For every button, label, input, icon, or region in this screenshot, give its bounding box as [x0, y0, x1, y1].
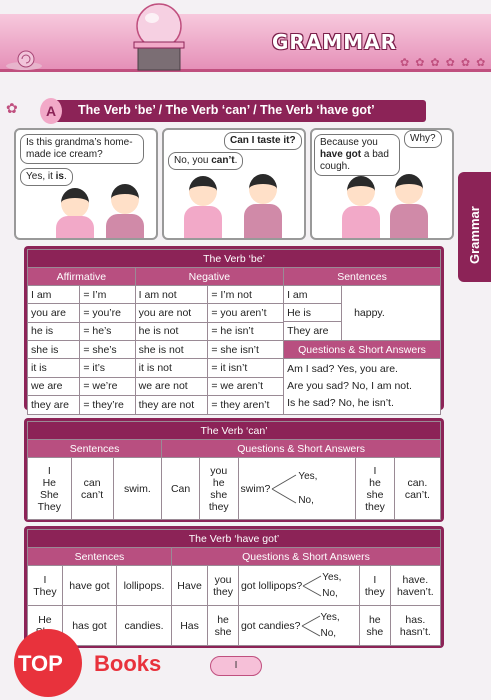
table-cell: = you aren’t [208, 304, 284, 322]
table-title: The Verb ‘have got’ [28, 530, 441, 548]
table-cell: = it isn’t [208, 359, 284, 378]
answer-word: Yes, [298, 470, 318, 482]
question-cell [238, 606, 359, 646]
bubble-text: . [64, 171, 67, 182]
page-title: GRAMMAR [272, 30, 397, 54]
answer-forms-cell [390, 566, 440, 606]
verb-form: can [83, 476, 101, 489]
subject: they [208, 500, 229, 513]
answer-word: Yes, [320, 611, 340, 623]
sentence-adjective: happy. [354, 307, 385, 319]
subject: I [43, 573, 47, 586]
qa-line: Am I sad? Yes, you are. [287, 363, 398, 375]
column-header: Sentences [28, 440, 162, 458]
column-header: Sentences [284, 268, 441, 286]
table-cell: they are [28, 396, 80, 415]
speech-bubble [20, 134, 144, 164]
table-cell: = he’s [80, 322, 135, 340]
question-rest: got candies? [240, 619, 301, 632]
subject: She [39, 488, 59, 501]
snail-icon [4, 48, 44, 70]
branch-icon [302, 571, 322, 601]
table-cell: she is not [135, 341, 208, 359]
table-cell: I am not [135, 286, 208, 304]
comic-panel-3 [310, 128, 454, 240]
subjects-cell [28, 458, 72, 520]
object-cell: lollipops. [117, 566, 172, 606]
comic-panel-1 [14, 128, 158, 240]
question-word: Has [171, 606, 207, 646]
subject: she [210, 488, 228, 501]
can-table [27, 421, 441, 520]
page-number: I [210, 656, 262, 676]
subject: I [373, 464, 377, 477]
subject: you [214, 573, 232, 586]
verb-form: can’t [80, 488, 104, 501]
qa-line: Is he sad? No, he isn’t. [287, 397, 394, 409]
table-cell: = they’re [80, 396, 135, 415]
topbooks-logo [0, 627, 200, 697]
sentence-subject: I am [284, 286, 341, 304]
answer-word: No, [320, 627, 337, 639]
subject: He [38, 613, 52, 626]
subject: she [214, 625, 232, 638]
table-cell: she is [28, 341, 80, 359]
table-cell: = it’s [80, 359, 135, 378]
subject: you [210, 464, 228, 477]
column-header: Negative [135, 268, 283, 286]
side-tab-label: Grammar [467, 206, 482, 264]
branch-icon [301, 611, 321, 641]
verb-form: has. [405, 613, 426, 626]
bubble-text: Because you [320, 137, 378, 148]
question-rest: got lollipops? [240, 579, 303, 592]
bubble-bold-text: Can I taste it? [230, 135, 296, 146]
subject: she [366, 625, 384, 638]
question-answer-cell [238, 458, 356, 520]
subject: they [364, 585, 385, 598]
answer-subjects-cell [359, 606, 390, 646]
table-row [28, 458, 441, 520]
branch-icon [270, 469, 298, 509]
question-subjects-cell [208, 606, 239, 646]
answer-forms-cell [390, 606, 440, 646]
table-row [28, 566, 441, 606]
subjects-cell [28, 566, 63, 606]
sentence-subject: They are [287, 325, 329, 337]
table-cell: = you’re [80, 304, 135, 322]
subject: They [33, 585, 57, 598]
bubble-text: . [234, 155, 238, 166]
speech-bubble [314, 134, 400, 176]
verb-form: hasn’t. [399, 625, 431, 638]
answer-word: No, [322, 587, 338, 599]
table-cell: = she’s [80, 341, 135, 359]
object-cell: candies. [117, 606, 172, 646]
section-letter: A [40, 98, 62, 124]
question-subjects-cell [208, 566, 239, 606]
subject: she [366, 488, 384, 501]
table-cell: = we aren’t [208, 377, 284, 396]
column-header: Questions & Short Answers [171, 548, 440, 566]
question-word: Have [171, 566, 207, 606]
speech-bubble [404, 130, 442, 148]
logo-top-text: TOP [18, 651, 63, 676]
bubble-text: Yes, it [26, 171, 56, 182]
subject: they [365, 500, 385, 513]
verb-form: have. [402, 573, 429, 586]
verb-form: can. [407, 476, 428, 489]
question-word: Can [162, 458, 200, 520]
bubble-text: No, you [174, 155, 212, 166]
table-cell: we are not [135, 377, 208, 396]
question-cell [238, 566, 359, 606]
answer-word: No, [298, 494, 314, 506]
table-row [28, 359, 441, 378]
table-cell: = he isn’t [208, 322, 284, 340]
bubble-text: Is this grandma’s home-made ice cream? [26, 137, 133, 160]
question-subjects-cell [199, 458, 238, 520]
table-cell: = I’m not [208, 286, 284, 304]
column-header: Questions & Short Answers [162, 440, 441, 458]
table-cell: we are [28, 377, 80, 396]
verb-form: has got [62, 606, 116, 646]
subject: they [213, 585, 233, 598]
flower-decoration-icon: ✿✿✿✿✿✿ [400, 57, 491, 69]
subject: he [217, 613, 229, 626]
answer-subjects-cell [359, 566, 390, 606]
subject: I [373, 573, 377, 586]
subject: I [47, 464, 51, 477]
qa-cell [284, 359, 441, 415]
table-cell: it is not [135, 359, 208, 378]
column-header: Sentences [28, 548, 172, 566]
bubble-text: Why? [410, 133, 436, 144]
table-cell: = I’m [80, 286, 135, 304]
forms-cell [71, 458, 113, 520]
table-cell: you are not [135, 304, 208, 322]
table-cell: it is [28, 359, 80, 378]
section-title: The Verb ‘be’ / The Verb ‘can’ / The Verb ‘have got’ [78, 103, 375, 117]
subject: He [42, 476, 57, 489]
table-title: The Verb ‘can’ [28, 422, 441, 440]
answer-forms-cell [394, 458, 440, 520]
ice-cream-illustration [128, 2, 190, 72]
table-cell: = we’re [80, 377, 135, 396]
subject: he [369, 476, 381, 489]
verb-cell: swim. [113, 458, 162, 520]
table-cell: = she isn’t [208, 341, 284, 359]
subject: he [212, 476, 225, 489]
sentence-subject: He is [284, 304, 341, 322]
speech-bubble [224, 132, 302, 150]
answer-word: Yes, [322, 571, 342, 583]
table-cell: he is not [135, 322, 208, 340]
table-cell: I am [28, 286, 80, 304]
qa-header: Questions & Short Answers [284, 341, 441, 359]
page-header [0, 0, 491, 82]
table-cell: they are not [135, 396, 208, 415]
table-cell: = they aren’t [208, 396, 284, 415]
speech-bubble [20, 168, 73, 186]
table-cell: you are [28, 304, 80, 322]
be-table [27, 249, 441, 415]
sentences-cell [284, 286, 441, 341]
bubble-bold-text: can’t [211, 155, 235, 166]
logo-books-text: Books [94, 651, 162, 676]
bubble-bold-text: is [55, 171, 64, 182]
verb-form: haven’t. [396, 585, 434, 598]
subject: They [37, 500, 61, 513]
comic-panel-2 [162, 128, 306, 240]
qa-line: Are you sad? No, I am not. [287, 380, 412, 392]
bubble-bold-text: have got [320, 149, 362, 160]
table-row [28, 341, 441, 359]
table-row [28, 286, 441, 304]
question-verb: swim? [240, 482, 271, 495]
verb-form: can’t. [404, 488, 430, 501]
bubble-text: a bad cough. [320, 149, 389, 172]
column-header: Affirmative [28, 268, 136, 286]
table-cell: he is [28, 322, 80, 340]
table-title: The Verb ‘be’ [28, 250, 441, 268]
speech-bubble [168, 152, 243, 170]
subject: he [368, 613, 381, 626]
side-tab [458, 172, 491, 282]
verb-form: have got [62, 566, 116, 606]
bee-icon: ✿ [6, 100, 18, 116]
answer-subjects-cell [356, 458, 395, 520]
